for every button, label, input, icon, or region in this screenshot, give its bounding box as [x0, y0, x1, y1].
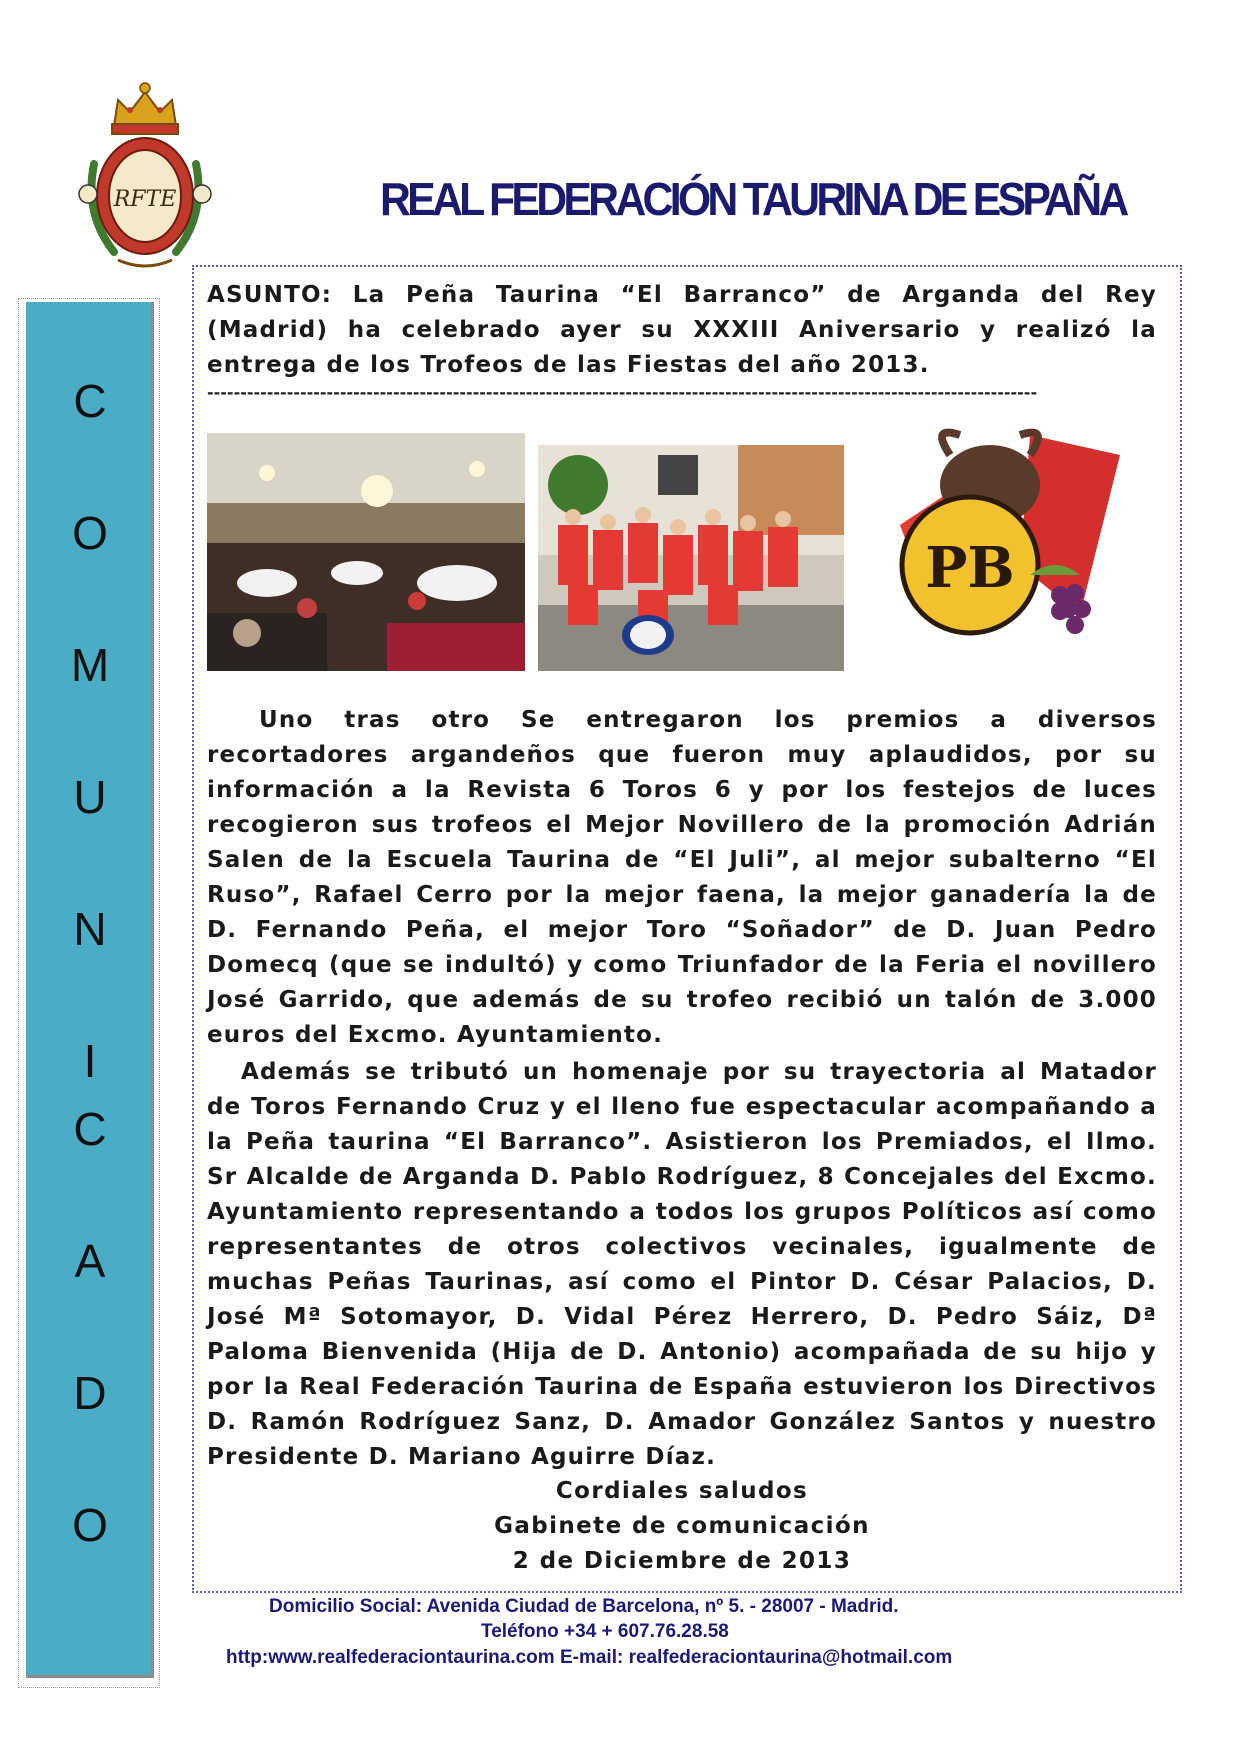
banquet-hall-photo-icon [207, 433, 525, 671]
svg-text:PB: PB [925, 535, 1015, 601]
footer-web-email[interactable]: http:www.realfederaciontaurina.com E-mail: realfederaciontaurina@hotmail.com [226, 1647, 953, 1668]
crown-icon [112, 83, 178, 134]
band-letter: N [73, 903, 107, 955]
band-letter: I [83, 1035, 97, 1087]
pena-group-photo-icon [538, 445, 844, 671]
band-letter: A [74, 1235, 106, 1287]
band-letter: M [70, 639, 110, 691]
band-letter: D [73, 1367, 107, 1419]
closing-date: 2 de Diciembre de 2013 [512, 1548, 852, 1574]
closing-signature: Gabinete de comunicación [494, 1513, 870, 1539]
body-paragraph-1: Uno tras otro Se entregaron los premios a diversos recortadores argandeños que fueron muy aplaudidos, por su información a la Revista 6 Toros 6 y por los festejos de luces recogieron sus trofeos el Mejor Novillero de la promoción Adrián Salen de la Escuela Taurina de “El Juli”, al mejor subalterno “El Ruso”, Rafael Cerro por la mejor faena, la mejor ganadería la de D. Fernando Peña, el mejor Toro “Soñador” de D. Juan Pedro Domecq (que se indultó) y como Triunfador de la Feria el novillero José Garrido, que además de su trofeo recibió un talón de 3.000 euros del Excmo. Ayuntamiento. [207, 707, 1157, 1048]
page-title: REAL FEDERACIÓN TAURINA DE ESPAÑA [380, 173, 1126, 225]
band-letter: C [73, 1103, 107, 1155]
footer-phone: Teléfono +34 + 607.76.28.58 [481, 1621, 729, 1642]
subject-line: ASUNTO: La Peña Taurina “El Barranco” de Arganda del Rey (Madrid) ha celebrado ayer su XXXIII Aniversario y realizó la entrega de los Trofeos de las Fiestas del año 2013. [207, 282, 1157, 378]
footer-address: Domicilio Social: Avenida Ciudad de Barcelona, nº 5. - 28007 - Madrid. [269, 1596, 899, 1617]
closing-greeting: Cordiales saludos [555, 1478, 809, 1504]
separator-line: ----------------------------------------------------------------------------------------------------------------------------- [207, 383, 1038, 402]
comunicado-band [26, 302, 154, 1678]
band-letter: O [72, 507, 108, 559]
crest-icon [74, 74, 216, 274]
body-paragraph-2: Además se tributó un homenaje por su trayectoria al Matador de Toros Fernando Cruz y el lleno fue espectacular acompañando a la Peña taurina “El Barranco”. Asistieron los Premiados, el Ilmo. Sr Alcalde de Arganda D. Pablo Rodríguez, 8 Concejales del Excmo. Ayuntamiento representando a todos los grupos Políticos así como representantes de otros colectivos vecinales, igualmente de muchas Peñas Taurinas, así como el Pintor D. César Palacios, D. José Mª Sotomayor, D. Vidal Pérez Herrero, D. Pedro Sáiz, Dª Paloma Bienvenida (Hija de D. Antonio) acompañada de su hijo y por la Real Federación Taurina de España estuvieron los Directivos D. Ramón Rodríguez Sanz, D. Amador González Santos y nuestro Presidente D. Mariano Aguirre Díaz. [207, 1059, 1157, 1470]
band-letter: C [73, 375, 107, 427]
bull-emblem-icon [870, 415, 1140, 673]
svg-text:RFTE: RFTE [113, 187, 177, 212]
band-letter: U [73, 771, 107, 823]
band-letter: O [72, 1499, 108, 1551]
